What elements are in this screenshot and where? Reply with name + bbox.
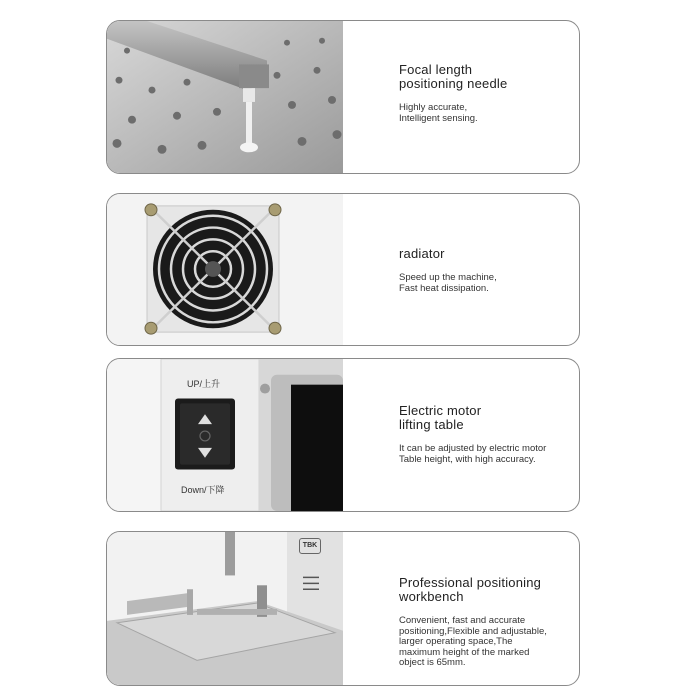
feature-description: It can be adjusted by electric motor Table height, with high accuracy.: [399, 443, 547, 465]
radiator-fan-photo: [107, 194, 343, 345]
tbk-logo: TBK: [299, 538, 321, 554]
workbench-photo: [107, 532, 343, 685]
feature-description: Speed up the machine, Fast heat dissipation.: [399, 272, 497, 294]
feature-title: radiator: [399, 246, 445, 261]
feature-title: Electric motor lifting table: [399, 403, 482, 432]
down-label: Down/下降: [181, 485, 225, 495]
up-label: UP/上升: [187, 379, 221, 389]
feature-description: Highly accurate, Intelligent sensing.: [399, 102, 478, 124]
feature-title: Professional positioning workbench: [399, 575, 542, 604]
feature-title: Focal length positioning needle: [399, 62, 508, 91]
lifting-panel-photo: [107, 359, 343, 511]
feature-description: Convenient, fast and accurate positioning,Flexible and adjustable, larger operating space,The maximum height of the marked object is 65mm.: [399, 615, 547, 668]
feature-card-workbench: [106, 531, 580, 686]
feature-card-radiator: [106, 193, 580, 346]
feature-card-focal-needle: [106, 20, 580, 174]
feature-card-lifting-table: [106, 358, 580, 512]
focal-needle-photo: [107, 21, 343, 173]
